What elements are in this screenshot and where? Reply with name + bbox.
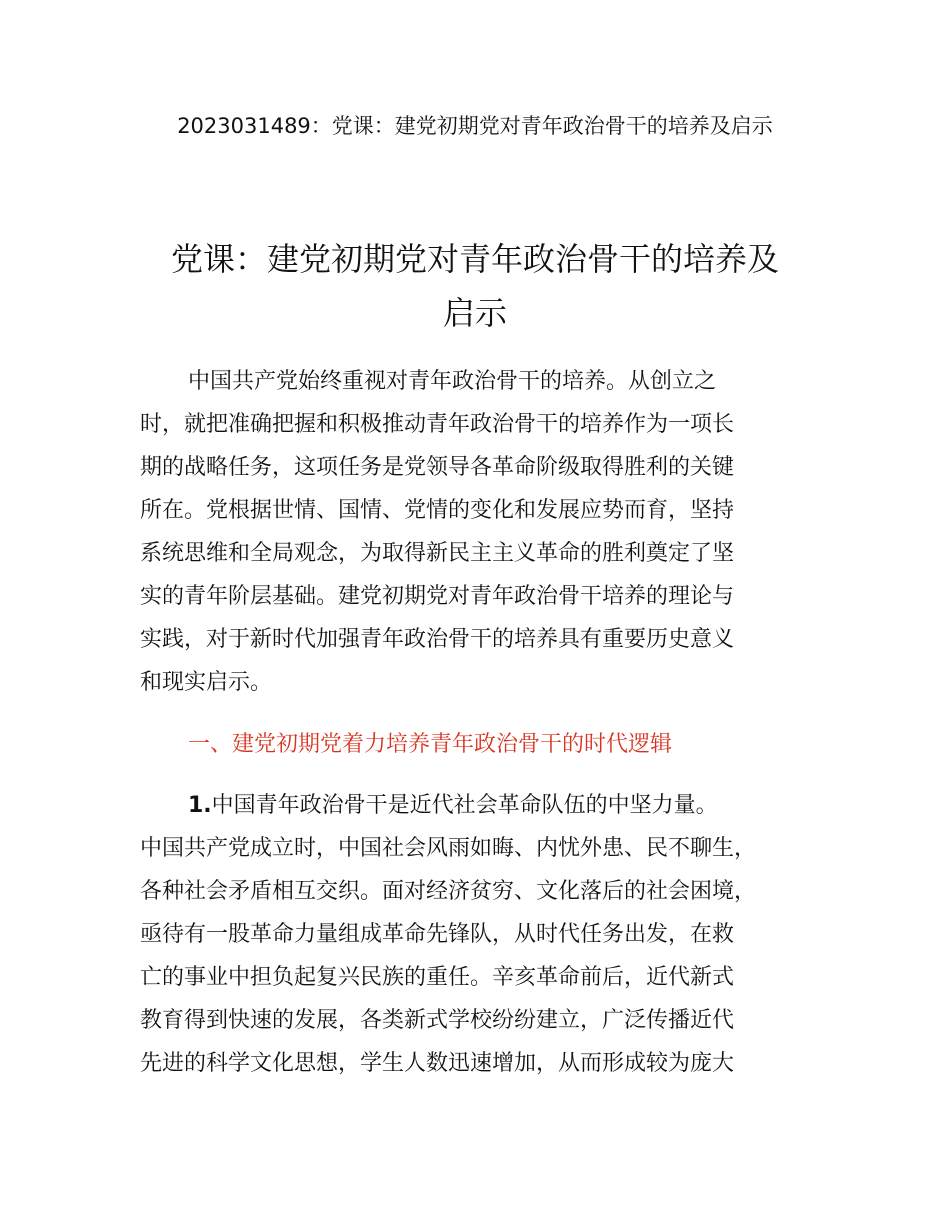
title-line-1: 党课：建党初期党对青年政治骨干的培养及 <box>170 240 779 278</box>
paragraph-number: 1. <box>188 793 212 818</box>
paragraph-2-line: 亡的事业中担负起复兴民族的重任。辛亥革命前后，近代新式 <box>140 965 735 990</box>
paragraph-2-line: 教育得到快速的发展，各类新式学校纷纷建立，广泛传播近代 <box>140 1008 735 1033</box>
paragraph-1-line: 实践，对于新时代加强青年政治骨干的培养具有重要历史意义 <box>140 627 735 652</box>
paragraph-2-lead: 中国青年政治骨干是近代社会革命队伍的中坚力量。 <box>211 793 718 818</box>
paragraph-1-line: 期的战略任务，这项任务是党领导各革命阶级取得胜利的关键 <box>140 455 735 480</box>
paragraph-1-line: 时，就把准确把握和积极推动青年政治骨干的培养作为一项长 <box>140 412 735 437</box>
paragraph-1-line: 所在。党根据世情、国情、党情的变化和发展应势而育，坚持 <box>140 498 735 523</box>
document-title <box>110 232 840 340</box>
paragraph-2-line: 中国共产党成立时，中国社会风雨如晦、内忧外患、民不聊生， <box>140 836 757 861</box>
paragraph-2-first-line <box>188 790 718 822</box>
paragraph-1-line: 和现实启示。 <box>140 670 273 695</box>
paragraph-2-line: 亟待有一股革命力量组成革命先锋队，从时代任务出发，在救 <box>140 922 735 947</box>
paragraph-2-line: 先进的科学文化思想，学生人数迅速增加，从而形成较为庞大 <box>140 1051 735 1076</box>
document-header: 2023031489：党课：建党初期党对青年政治骨干的培养及启示 <box>177 114 773 138</box>
section-heading: 一、建党初期党着力培养青年政治骨干的时代逻辑 <box>188 732 673 757</box>
paragraph-1-line: 中国共产党始终重视对青年政治骨干的培养。从创立之 <box>188 369 717 394</box>
title-line-2: 启示 <box>442 294 507 332</box>
paragraph-1-line: 实的青年阶层基础。建党初期党对青年政治骨干培养的理论与 <box>140 584 735 609</box>
paragraph-1-line: 系统思维和全局观念，为取得新民主主义革命的胜利奠定了坚 <box>140 541 735 566</box>
paragraph-2-line: 各种社会矛盾相互交织。面对经济贫穷、文化落后的社会困境， <box>140 879 757 904</box>
